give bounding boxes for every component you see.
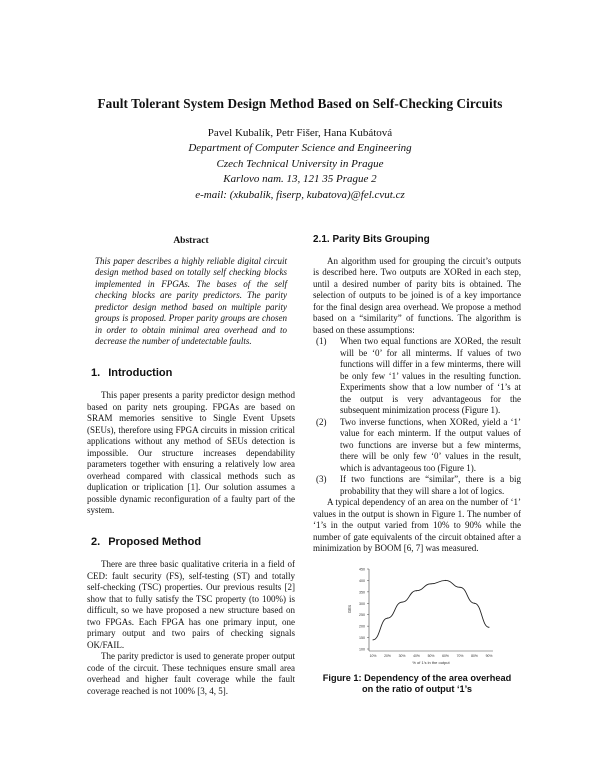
section-1-paragraph: This paper presents a parity predictor design method based on parity nets grouping. FPGAs are based on SRAM memories sensitive to Single Event Upsets (SEUs), therefore using FPGA circuits in mission critical applications without any method of SEUs detection is impossible. Our structure increases dependability parameters together with ensuring a relatively low area overhead compared with classical methods such as duplication or triplication [1]. Our solution assumes a possible dynamic reconfiguration of a faulty part of the system. (87, 390, 295, 515)
abstract-text: This paper describes a highly reliable digital circuit design method based on totally self checking blocks implemented in FPGAs. The bases of the self checking blocks are parity predictors. The parity predictor design method based on multiple parity groups is proposed. Proper parity groups are chosen in order to obtain minimal area overhead and to decrease the number of undetectable faults. (95, 255, 287, 346)
y-tick-label: 250 (359, 612, 365, 617)
data-point (416, 590, 417, 591)
caption-line-2: on the ratio of output ‘1’s (362, 683, 472, 694)
section-2-1-intro: An algorithm used for grouping the circuit’s outputs is described here. Two outputs are XORed in each step, until a desired number of parity bits is obtained. The selection of outputs to be joined is of a key importance for the final design area overhead. We propose a method based on a “similarity” of functions. The algorithm is based on these assumptions: (313, 255, 521, 335)
caption-line-1: Figure 1: Dependency of the area overhead (322, 672, 512, 683)
y-tick-label: 200 (359, 624, 365, 629)
section-2-1-heading: 2.1. Parity Bits Grouping (313, 234, 430, 245)
section-2-number: 2. (91, 535, 101, 548)
x-tick-label: 20% (384, 653, 391, 658)
data-point (489, 626, 490, 627)
x-tick-label: 80% (471, 653, 478, 658)
x-tick-label: 60% (442, 653, 449, 658)
author-block (0, 126, 600, 203)
abstract-heading: Abstract (173, 236, 209, 246)
list-item (313, 417, 521, 475)
list-marker: (3) (316, 474, 327, 484)
data-point (387, 617, 388, 618)
line-chart (313, 561, 521, 671)
x-axis-label: % of 1's in the output (412, 659, 450, 665)
paper-title: Fault Tolerant System Design Method Based on Self-Checking Circuits (97, 96, 503, 111)
figure-1 (313, 561, 521, 731)
series-line (373, 580, 489, 639)
data-point (431, 583, 432, 584)
email: e-mail: (xkubalik, fiserp, kubatova)@fel.cvut.cz (195, 188, 405, 201)
section-2-paragraph: There are three basic qualitative criteria in a field of CED: fault security (FS), self-testing (ST) and totally self-checking (TSC) properties. Our previous results [2] show that to fully satisfy the TSC property (to 100%) is difficult, so we have proposed a new structure based on two FPGAs. Each FPGA has one primary input, one primary output and two pairs of checking signals OK/FAIL. (87, 559, 295, 650)
list-marker: (2) (316, 416, 327, 427)
x-tick-label: 50% (427, 653, 435, 658)
list-item (313, 336, 521, 417)
university: Czech Technical University in Prague (216, 157, 384, 170)
y-tick-label: 300 (359, 601, 365, 606)
list-item-text: When two equal functions are XORed, the result will be ‘0’ for all minterms. If values of two functions will differ in a few minterms, there will be only few ‘1’ values in the resulting function. Experiments show that a low number of ‘1’s at the output is very advantageous for the subsequent minimization process (Figure 1). (340, 336, 521, 415)
x-tick-label: 40% (413, 653, 420, 658)
y-tick-label: 400 (359, 578, 365, 583)
section-2-title: Proposed Method (108, 535, 202, 548)
data-point (402, 601, 403, 602)
y-tick-label: 450 (359, 567, 365, 571)
address: Karlovo nam. 13, 121 35 Prague 2 (223, 173, 377, 186)
y-tick-label: 150 (359, 635, 365, 640)
section-2-1-after: A typical dependency of an area on the number of ‘1’ values in the output is shown in Figure 1. The number of ‘1’s in the output varied from 10% to 90% while the number of gate equivalents of the circuit obtained after a minimization by BOOM [6, 7] was measured. (313, 497, 521, 553)
department: Department of Computer Science and Engineering (188, 142, 412, 155)
section-2-paragraph: The parity predictor is used to generate proper output code of the circuit. These techniques ensure small area overhead and higher fault coverage while the fault coverage reached is not 100% [3, 4, 5]. (87, 651, 295, 696)
x-tick-label: 70% (456, 653, 464, 658)
section-1-title: Introduction (108, 366, 173, 379)
data-point (474, 602, 475, 603)
right-column (313, 232, 521, 695)
x-tick-label: 30% (398, 653, 406, 658)
assumption-list (313, 336, 521, 497)
data-point (373, 639, 374, 640)
list-item-text: If two functions are “similar”, there is a big probability that they will share a lot of logics. (340, 474, 521, 496)
data-point (460, 586, 461, 587)
y-tick-label: 100 (359, 647, 365, 651)
author-names: Pavel Kubalík, Petr Fišer, Hana Kubátová (207, 127, 393, 139)
x-tick-label: 90% (485, 653, 493, 658)
section-1-number: 1. (91, 366, 101, 379)
list-marker: (1) (316, 336, 327, 346)
section-2-heading (87, 537, 295, 549)
y-axis-label: GEs (347, 604, 352, 613)
x-tick-label: 10% (369, 653, 377, 658)
list-item (313, 474, 521, 497)
section-1-heading (87, 368, 295, 380)
list-item-text: Two inverse functions, when XORed, yield a ‘1’ value for each minterm. If the output values of two functions are inverse but a few minterms, there will be only few ‘0’ values in the result, which is advantageous too (Figure 1). (340, 416, 521, 473)
left-column (87, 232, 295, 697)
y-tick-label: 350 (359, 589, 365, 594)
data-point (445, 579, 446, 580)
